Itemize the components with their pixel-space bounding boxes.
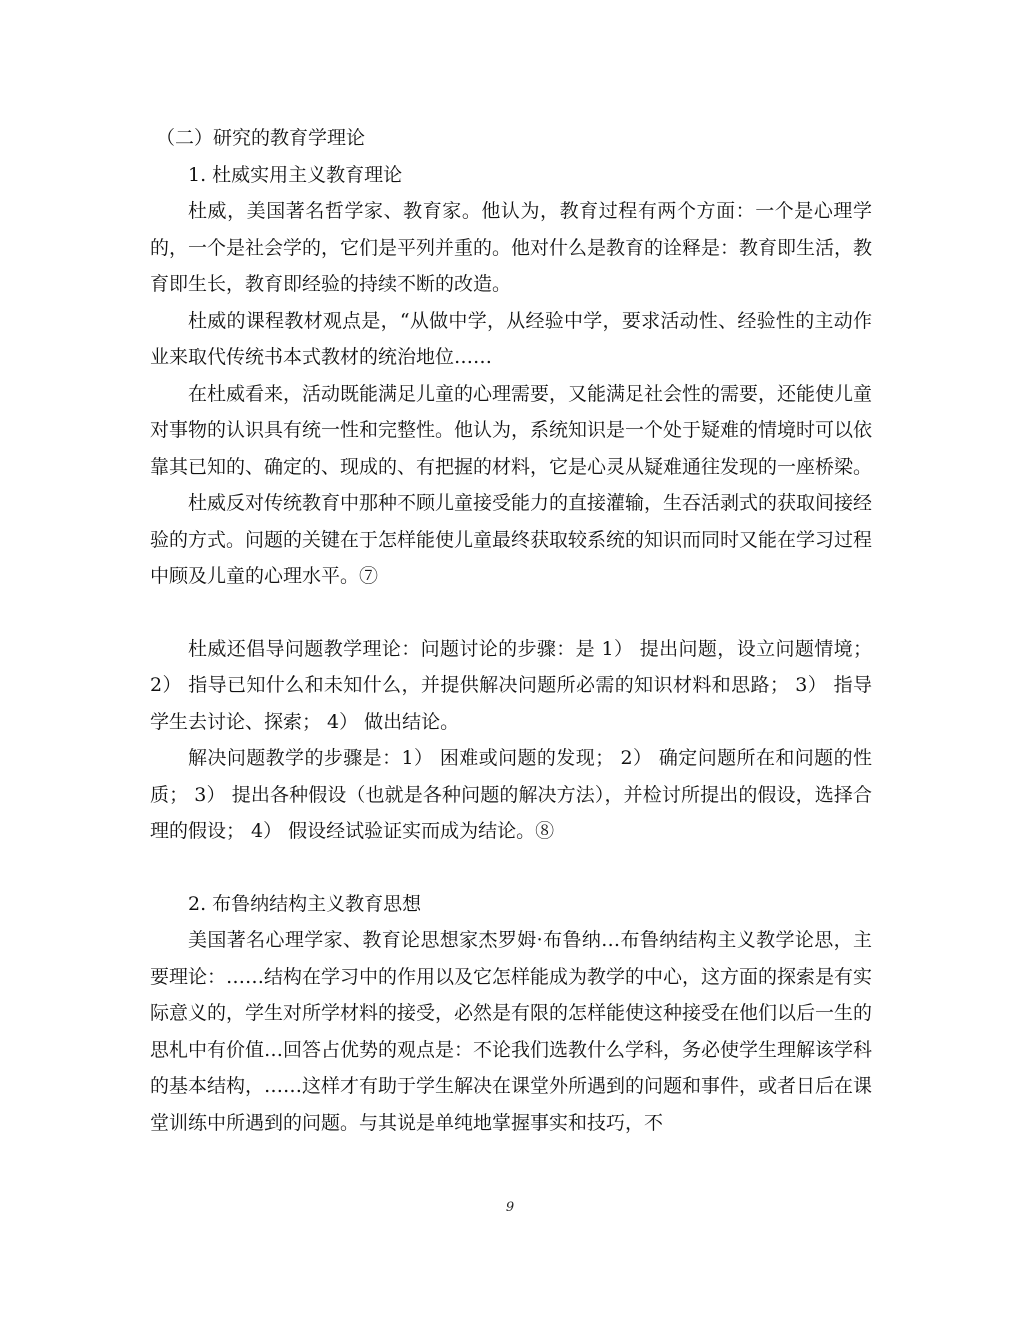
paragraph: 解决问题教学的步骤是：1） 困难或问题的发现； 2） 确定问题所在和问题的性质； 3） 提出各种假设（也就是各种问题的解决方法），并检讨所提出的假设，选择合理的假设； 4） 假设经试验证实而成为结论。⑧ <box>150 747 872 842</box>
paragraph-spacer <box>150 595 872 631</box>
paragraph: 杜威反对传统教育中那种不顾儿童接受能力的直接灌输，生吞活剥式的获取间接经验的方式。问题的关键在于怎样能使儿童最终获取较系统的知识而同时又能在学习过程中顾及儿童的心理水平。⑦ <box>150 492 873 587</box>
paragraph: 在杜威看来，活动既能满足儿童的心理需要，又能满足社会性的需要，还能使儿童对事物的认识具有统一性和完整性。他认为，系统知识是一个处于疑难的情境时可以依靠其已知的、确定的、现成的、有把握的材料，它是心灵从疑难通往发现的一座桥梁。 <box>150 382 873 478</box>
page-number: 9 <box>505 1200 515 1215</box>
paragraph: 美国著名心理学家、教育论思想家杰罗姆·布鲁纳…布鲁纳结构主义教学论思，主要理论：……结构在学习中的作用以及它怎样能成为教学的中心，这方面的探索是有实际意义的，学生对所学材料的接受，必然是有限的怎样能使这种接受在他们以后一生的思札中有价值…回答占优势的观点是：不论我们选教什么学科，务必使学生理解该学科的基本结构，……这样才有助于学生解决在课堂外所遇到的问题和事件，或者日后在课堂训练中所遇到的问题。与其说是单纯地掌握事实和技巧，不 <box>150 929 873 1134</box>
paragraph: 杜威还倡导问题教学理论：问题讨论的步骤：是 1） 提出问题，设立问题情境；2） 指导已知什么和未知什么，并提供解决问题所必需的知识材料和思路； 3） 指导学生去讨论、探索； 4） 做出结论。 <box>150 637 872 733</box>
subheading-dewey: 1. 杜威实用主义教育理论 <box>188 163 403 186</box>
section-heading: （二）研究的教育学理论 <box>156 127 366 149</box>
subheading-bruner: 2. 布鲁纳结构主义教育思想 <box>188 892 422 915</box>
paragraph: 杜威的课程教材观点是，“从做中学，从经验中学，要求活动性、经验性的主动作业来取代传统书本式教材的统治地位…… <box>150 309 872 368</box>
page-content <box>150 120 872 1141</box>
paragraph-spacer <box>150 850 872 886</box>
paragraph: 杜威，美国著名哲学家、教育家。他认为，教育过程有两个方面：一个是心理学的，一个是社会学的，它们是平列并重的。他对什么是教育的诠释是：教育即生活，教育即生长，教育即经验的持续不断的改造。 <box>150 200 873 295</box>
